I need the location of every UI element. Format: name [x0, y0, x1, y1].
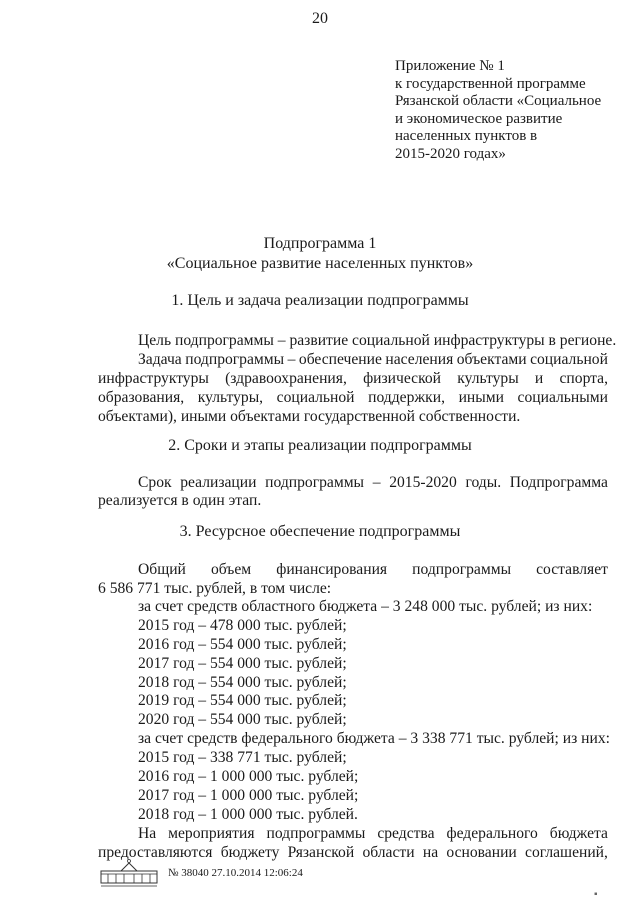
footer [100, 858, 303, 888]
document-reference: № 38040 27.10.2014 12:06:24 [168, 867, 303, 879]
section2-line-2: реализуется в один этап. [98, 492, 262, 509]
section2-heading: 2. Сроки и этапы реализации подпрограммы [168, 437, 472, 454]
regional-year-item: 2019 год – 554 000 тыс. рублей; [138, 692, 347, 709]
subprogram-title: Подпрограмма 1 [263, 235, 377, 252]
appendix-line: Рязанской области «Социальное [395, 93, 602, 110]
federal-year-item: 2018 год – 1 000 000 тыс. рублей. [138, 806, 358, 823]
section1-heading: 1. Цель и задача реализации подпрограммы [171, 292, 469, 309]
corner-mark-icon: ▪ [594, 889, 598, 900]
section3-line-1: Общий объем финансирования подпрограммы составляет [138, 561, 608, 578]
appendix-line: 2015-2020 годах» [395, 145, 506, 162]
appendix-block [395, 58, 601, 164]
subprogram-name: «Социальное развитие населенных пунктов» [166, 255, 474, 272]
regional-year-item: 2015 год – 478 000 тыс. рублей; [138, 617, 347, 634]
appendix-line: населенных пунктов в [395, 128, 538, 145]
section3-last-line-2: предоставляются бюджету Рязанской области на основании соглашений, [98, 844, 608, 861]
appendix-line: к государственной программе [395, 75, 586, 92]
government-building-icon [100, 858, 158, 888]
section1-task-line-3: образования, культуры, социальной поддержки, иными социальными [98, 389, 608, 406]
section3-heading: 3. Ресурсное обеспечение подпрограммы [179, 523, 461, 540]
regional-year-item: 2020 год – 554 000 тыс. рублей; [138, 711, 347, 728]
section3-line-2: 6 586 771 тыс. рублей, в том числе: [98, 580, 332, 597]
appendix-line: Приложение № 1 [395, 58, 505, 74]
section1-task-line-1: Задача подпрограммы – обеспечение населения объектами социальной [138, 351, 608, 368]
federal-year-item: 2016 год – 1 000 000 тыс. рублей; [138, 768, 359, 785]
federal-year-item: 2017 год – 1 000 000 тыс. рублей; [138, 787, 359, 804]
section1-task-line-4: объектами), иными объектами государственной собственности. [98, 408, 521, 425]
section1-goal: Цель подпрограммы – развитие социальной инфраструктуры в регионе. [138, 332, 617, 349]
page-number: 20 [312, 10, 328, 27]
section1-task-line-2: инфраструктуры (здравоохранения, физической культуры и спорта, [98, 370, 608, 387]
regional-year-item: 2016 год – 554 000 тыс. рублей; [138, 636, 347, 653]
regional-budget-intro: за счет средств областного бюджета – 3 248 000 тыс. рублей; из них: [138, 598, 593, 615]
appendix-line: и экономическое развитие [395, 110, 563, 127]
regional-year-item: 2018 год – 554 000 тыс. рублей; [138, 674, 347, 691]
section3-last-line-1: На мероприятия подпрограммы средства федерального бюджета [138, 825, 608, 842]
federal-budget-intro: за счет средств федерального бюджета – 3 338 771 тыс. рублей; из них: [138, 730, 610, 747]
federal-year-item: 2015 год – 338 771 тыс. рублей; [138, 749, 347, 766]
regional-year-item: 2017 год – 554 000 тыс. рублей; [138, 655, 347, 672]
section2-line-1: Срок реализации подпрограммы – 2015-2020 годы. Подпрограмма [138, 474, 608, 491]
